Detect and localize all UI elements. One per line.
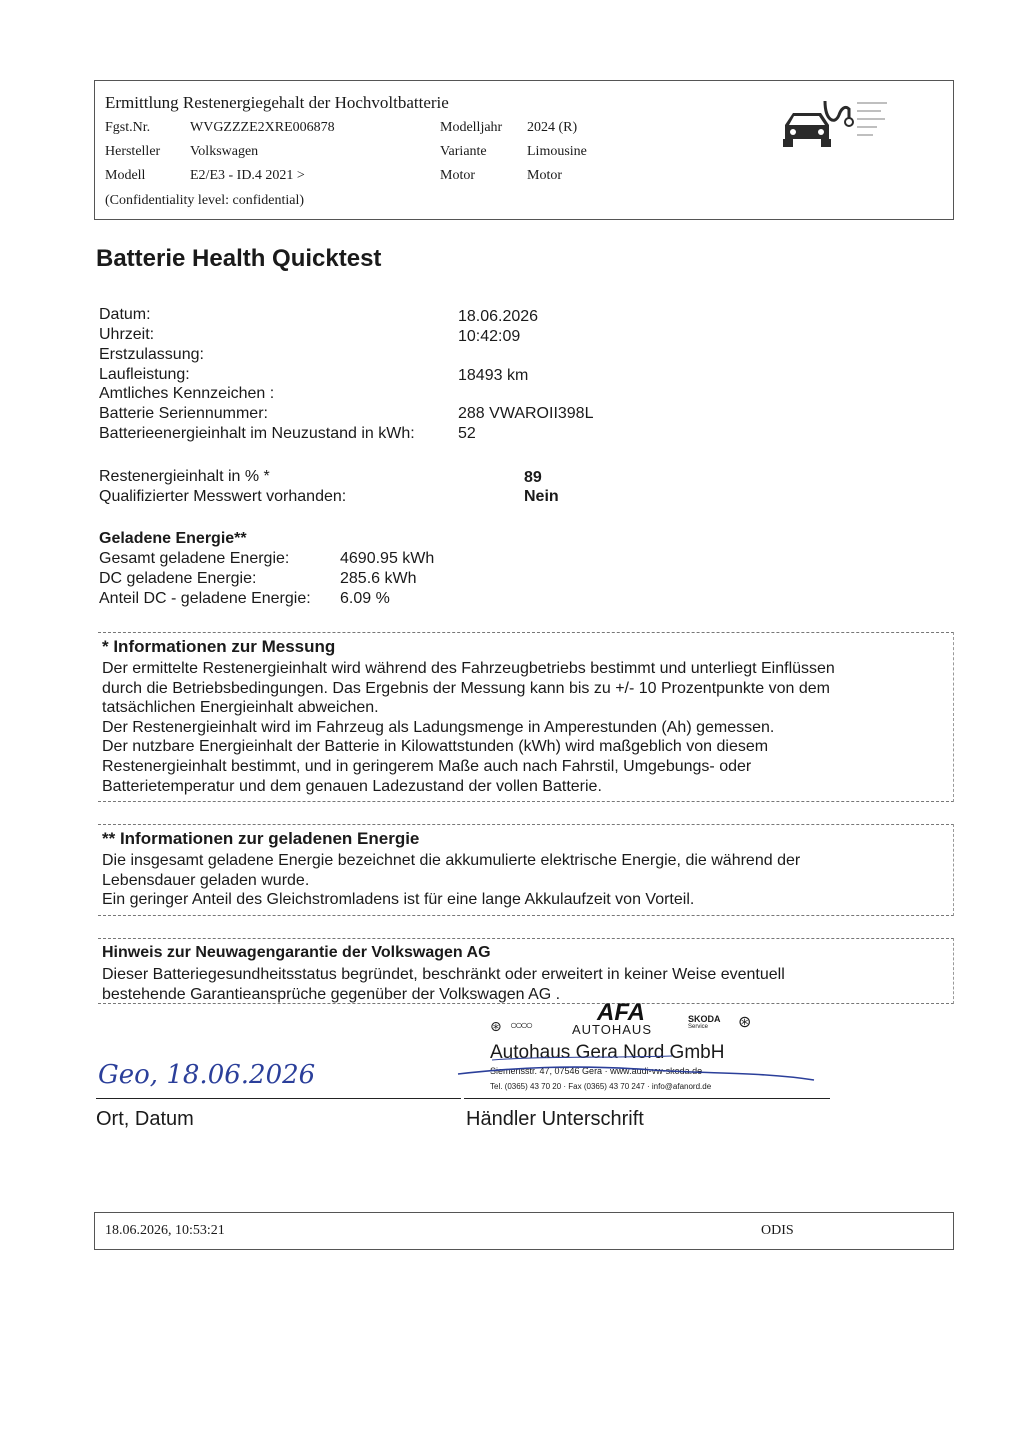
modell-value: E2/E3 - ID.4 2021 >	[190, 168, 305, 183]
signature-line-place-date	[96, 1098, 461, 1099]
charged-energy-info-heading: ** Informationen zur geladenen Energie	[102, 829, 420, 848]
header-title: Ermittlung Restenergiegehalt der Hochvoltbatterie	[105, 93, 449, 112]
charged-energy-info-line: Ein geringer Anteil des Gleichstromladens ist für eine lange Akkulaufzeit von Vorteil.	[102, 891, 695, 909]
rest-energy-label: Restenergieinhalt in % *	[99, 468, 270, 485]
place-date-label: Ort, Datum	[96, 1108, 194, 1130]
charged-energy-heading: Geladene Energie**	[99, 530, 247, 547]
hersteller-value: Volkswagen	[190, 144, 259, 159]
measurement-info-line: Der Restenergieinhalt wird im Fahrzeug als Ladungsmenge in Amperestunden (Ah) gemessen.	[102, 718, 775, 736]
charged-energy-info-line: Lebensdauer geladen wurde.	[102, 871, 310, 889]
fgst-label: Fgst.Nr.	[105, 120, 151, 135]
measurement-info-line: Restenergieinhalt bestimmt, und in geringerem Maße auch nach Fahrstil, Umgebungs- oder	[102, 757, 752, 775]
footer-box	[94, 1212, 954, 1250]
dealer-name: Autohaus Gera Nord GmbH	[490, 1042, 725, 1063]
dc-energy-label: DC geladene Energie:	[99, 570, 257, 587]
motor-label: Motor	[440, 168, 475, 183]
vw-service-logo-icon: ⊛	[738, 1014, 752, 1031]
rest-energy-value: 89	[524, 469, 542, 486]
warranty-notice-line: Dieser Batteriegesundheitsstatus begründet, beschränkt oder erweitert in keiner Weise eventuell	[102, 966, 785, 983]
qualified-label: Qualifizierter Messwert vorhanden:	[99, 488, 347, 505]
dealer-stamp	[480, 999, 840, 1100]
seriennummer-label: Batterie Seriennummer:	[99, 405, 268, 422]
hersteller-label: Hersteller	[105, 144, 161, 159]
footer-timestamp: 18.06.2026, 10:53:21	[105, 1223, 225, 1238]
dealer-address: Siemensstr. 47, 07546 Gera · www.audi-vw-skoda.de	[490, 1066, 703, 1076]
measurement-info-line: Batterietemperatur und dem genauen Ladezustand der vollen Batterie.	[102, 777, 602, 795]
uhrzeit-value: 10:42:09	[458, 328, 521, 345]
variante-value: Limousine	[527, 144, 587, 159]
seriennummer-value: 288 VWAROII398L	[458, 405, 594, 422]
charged-energy-info-line: Die insgesamt geladene Energie bezeichnet die akkumulierte elektrische Energie, die während der	[102, 852, 801, 869]
erstzulassung-label: Erstzulassung:	[99, 346, 204, 363]
motor-value: Motor	[527, 168, 562, 183]
datum-value: 18.06.2026	[458, 308, 539, 325]
laufleistung-label: Laufleistung:	[99, 366, 190, 383]
measurement-info-line: Der ermittelte Restenergieinhalt wird während des Fahrzeugbetriebs bestimmt und unterliegt Einflüssen	[102, 660, 835, 677]
measurement-info-line: durch die Betriebsbedingungen. Das Ergebnis der Messung kann bis zu +/- 10 Prozentpunkte von dem	[102, 679, 830, 697]
variante-label: Variante	[440, 144, 487, 159]
modelljahr-label: Modelljahr	[440, 120, 503, 135]
signature-line-dealer	[464, 1098, 830, 1099]
dc-share-value: 6.09 %	[340, 590, 390, 607]
dealer-signature-label: Händler Unterschrift	[466, 1108, 644, 1130]
fgst-value: WVGZZZE2XRE006878	[190, 120, 335, 135]
modelljahr-value: 2024 (R)	[527, 120, 578, 135]
skoda-service-label: Service	[688, 1024, 709, 1030]
afa-logo-text: AFA	[597, 999, 645, 1024]
odis-car-diagnosis-logo-icon	[781, 95, 899, 157]
charged-energy-info-section	[98, 824, 954, 916]
autohaus-label: AUTOHAUS	[572, 1022, 652, 1037]
total-energy-label: Gesamt geladene Energie:	[99, 550, 290, 567]
warranty-notice-section	[98, 938, 954, 1004]
total-energy-value: 4690.95 kWh	[340, 550, 435, 567]
dealer-contact: Tel. (0365) 43 70 20 · Fax (0365) 43 70 247 · info@afanord.de	[490, 1082, 712, 1091]
uhrzeit-label: Uhrzeit:	[99, 326, 155, 343]
measurement-info-line: tatsächlichen Energieinhalt abweichen.	[102, 699, 379, 717]
modell-label: Modell	[105, 168, 146, 183]
dc-energy-value: 285.6 kWh	[340, 570, 417, 587]
skoda-label: SKODA	[688, 1014, 721, 1024]
afa-logo-icon	[576, 998, 666, 1024]
measurement-info-heading: * Informationen zur Messung	[102, 637, 336, 656]
datum-label: Datum:	[99, 306, 151, 323]
footer-application: ODIS	[761, 1223, 794, 1238]
measurement-info-section	[98, 632, 954, 802]
qualified-value: Nein	[524, 488, 559, 505]
report-title: Batterie Health Quicktest	[96, 245, 382, 272]
kennzeichen-label: Amtliches Kennzeichen :	[99, 385, 275, 402]
laufleistung-value: 18493 km	[458, 367, 529, 384]
confidentiality-note: (Confidentiality level: confidential)	[105, 193, 305, 208]
handwritten-place-date: Geo, 18.06.2026	[98, 1060, 316, 1090]
dc-share-label: Anteil DC - geladene Energie:	[99, 590, 311, 607]
audi-logo-icon: ○○○○	[510, 1018, 531, 1032]
warranty-notice-heading: Hinweis zur Neuwagengarantie der Volkswagen AG	[102, 944, 491, 961]
vw-logo-icon: ⊛	[490, 1018, 502, 1034]
warranty-notice-line: bestehende Garantieansprüche gegenüber der Volkswagen AG .	[102, 985, 561, 1003]
neuzustand-value: 52	[458, 425, 476, 442]
dealer-signature-stroke	[452, 1050, 822, 1090]
measurement-info-line: Der nutzbare Energieinhalt der Batterie in Kilowattstunden (kWh) wird maßgeblich von diesem	[102, 738, 769, 756]
vehicle-header-box	[94, 80, 954, 220]
neuzustand-label: Batterieenergieinhalt im Neuzustand in kWh:	[99, 425, 415, 442]
